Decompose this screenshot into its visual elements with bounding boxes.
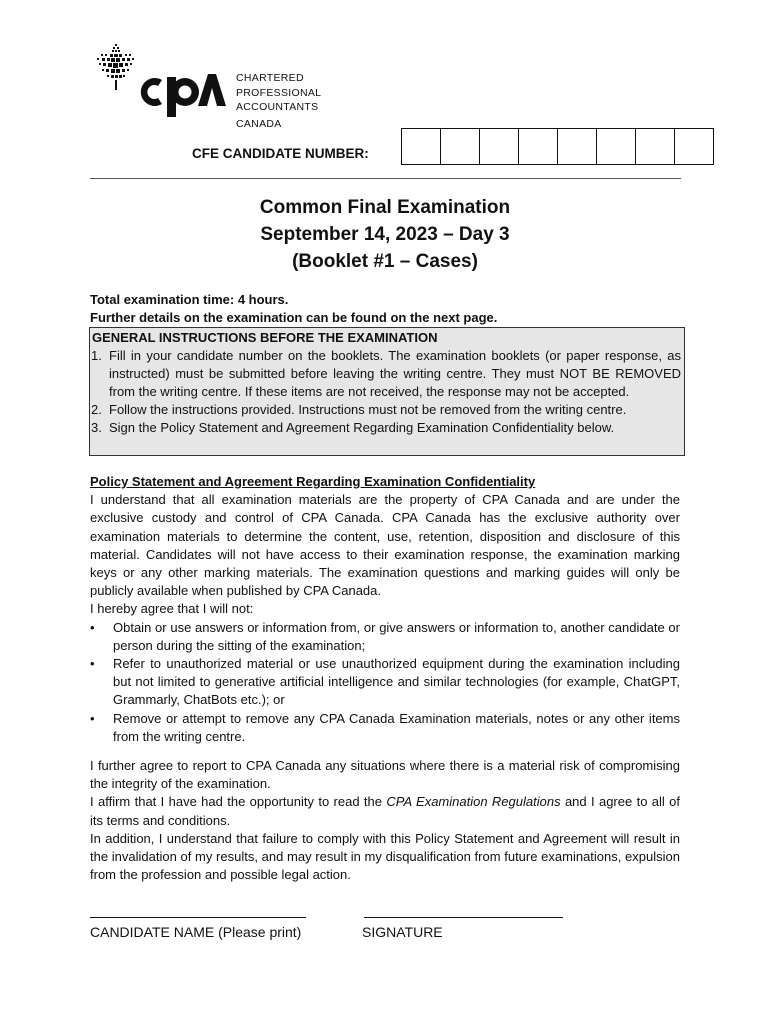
instruction-item: 3. Sign the Policy Statement and Agreement Regarding Examination Confidentiality below. bbox=[91, 420, 615, 435]
header-divider bbox=[90, 178, 681, 179]
addition-statement: In addition, I understand that failure to comply with this Policy Statement and Agreement will result in the invalidation of my results, and may result in my disqualification from future examinations, expulsion from the profession and possible legal action. bbox=[90, 830, 680, 883]
maple-leaf-icon bbox=[95, 44, 139, 90]
agreement-bullets bbox=[90, 619, 680, 746]
exam-title: Common Final Examination bbox=[259, 197, 511, 218]
org-line: CHARTERED bbox=[236, 72, 304, 84]
candidate-digit-box[interactable] bbox=[557, 128, 597, 165]
policy-section bbox=[90, 473, 680, 884]
org-line: ACCOUNTANTS bbox=[236, 101, 319, 113]
candidate-number-boxes bbox=[402, 128, 714, 165]
candidate-digit-box[interactable] bbox=[401, 128, 441, 165]
cpa-logo bbox=[95, 44, 335, 130]
further-details: Further details on the examination can be found on the next page. bbox=[90, 310, 498, 325]
candidate-digit-box[interactable] bbox=[479, 128, 519, 165]
general-instructions-box bbox=[89, 327, 685, 456]
list-item: • Refer to unauthorized material or use unauthorized equipment during the examination including but not limited to generative artificial intelligence and similar technologies (for example, ChatGPT, Grammarly, ChatBots etc.); or bbox=[90, 656, 680, 708]
signature-line[interactable] bbox=[364, 917, 563, 918]
cpa-wordmark bbox=[140, 71, 230, 121]
instructions-list bbox=[91, 347, 681, 437]
candidate-name-label: CANDIDATE NAME (Please print) bbox=[90, 924, 302, 940]
candidate-digit-box[interactable] bbox=[440, 128, 480, 165]
org-line: PROFESSIONAL bbox=[236, 86, 322, 99]
regulations-title: CPA Examination Regulations bbox=[386, 794, 561, 810]
candidate-digit-box[interactable] bbox=[635, 128, 675, 165]
exam-time: Total examination time: 4 hours. bbox=[90, 292, 289, 307]
agree-not: I hereby agree that I will not: bbox=[90, 601, 254, 617]
policy-title: Policy Statement and Agreement Regarding Examination Confidentiality bbox=[90, 474, 536, 489]
further-agree: I further agree to report to CPA Canada any situations where there is a material risk of compromising the integrity of the examination. bbox=[90, 758, 680, 792]
list-item: • Obtain or use answers or information from, or give answers or information to, another candidate or person during the sitting of the examination; bbox=[90, 619, 680, 653]
signature-label: SIGNATURE bbox=[362, 924, 443, 940]
list-item: • Remove or attempt to remove any CPA Canada Examination materials, notes or any other items from the writing centre. bbox=[90, 710, 680, 744]
booklet-title: (Booklet #1 – Cases) bbox=[292, 251, 478, 272]
candidate-digit-box[interactable] bbox=[518, 128, 558, 165]
candidate-number-label: CFE CANDIDATE NUMBER: bbox=[192, 146, 369, 161]
organization-name bbox=[236, 71, 321, 131]
exam-date: September 14, 2023 – Day 3 bbox=[260, 224, 510, 245]
general-instructions-heading: GENERAL INSTRUCTIONS BEFORE THE EXAMINATION bbox=[92, 330, 438, 345]
instruction-item: 1. Fill in your candidate number on the booklets. The examination booklets (or paper response, as instructed) must be submitted before leaving the writing centre. They must NOT BE REMOVED from the writing centre. If these items are not received, the response may not be accepted. bbox=[91, 348, 681, 399]
candidate-digit-box[interactable] bbox=[674, 128, 714, 165]
candidate-digit-box[interactable] bbox=[596, 128, 636, 165]
instruction-item: 2. Follow the instructions provided. Instructions must not be removed from the writing centre. bbox=[91, 402, 627, 417]
policy-intro: I understand that all examination materials are the property of CPA Canada and are under the exclusive custody and control of CPA Canada. CPA Canada has the exclusive authority over examination materials to determine the content, use, retention, disposition and disclosure of this material. Candidates will not have access to their examination response, the examination marking keys or any other marking materials. The examination questions and marking guides will only be publicly available when published by CPA Canada. bbox=[90, 492, 680, 599]
candidate-name-line[interactable] bbox=[90, 917, 306, 918]
affirm-statement: I affirm that I have had the opportunity to read the CPA Examination Regulations and I agree to all of its terms and conditions. bbox=[90, 794, 680, 828]
org-line: CANADA bbox=[236, 117, 282, 130]
